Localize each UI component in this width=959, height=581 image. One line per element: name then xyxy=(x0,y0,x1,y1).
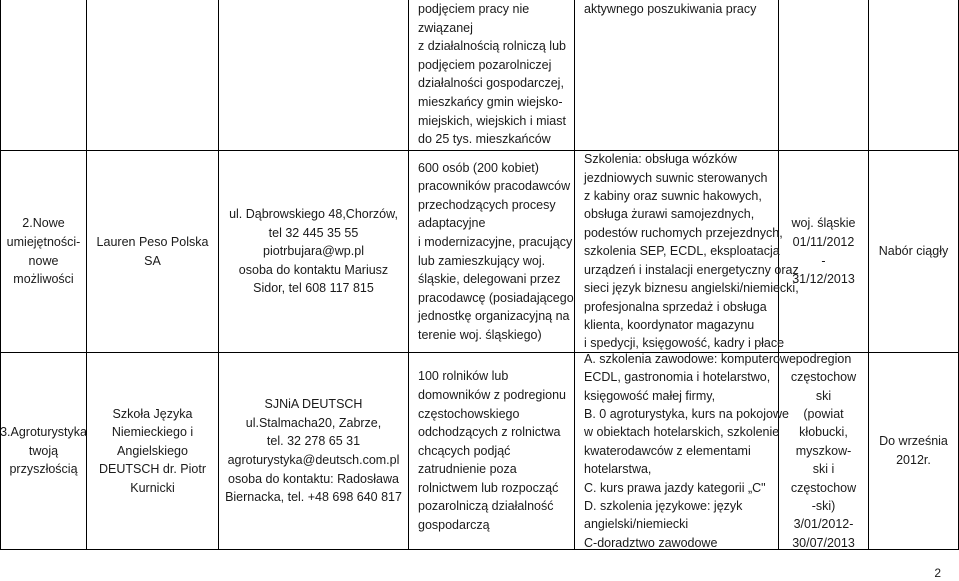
project-name-cell xyxy=(1,353,86,549)
text-line: działalności gospodarczej, xyxy=(418,76,564,91)
text-line: pracodawcę (posiadającego xyxy=(418,290,574,305)
text-line: osoba do kontaktu Mariusz xyxy=(238,262,389,277)
text-line: ul. Dąbrowskiego 48,Chorzów, xyxy=(229,207,398,222)
text-line: 100 rolników lub xyxy=(418,369,509,384)
text-line: podestów ruchomych przejezdnych, xyxy=(584,225,783,240)
text-line: Niemieckiego i xyxy=(111,425,194,440)
text-line: woj. śląskie xyxy=(791,216,856,231)
organization-cell xyxy=(87,353,218,549)
text-line: SJNiA DEUTSCH xyxy=(264,397,363,412)
text-line: i spedycji, księgowość, kadry i płace xyxy=(584,336,785,351)
text-line: podregion xyxy=(795,351,852,366)
text-line: miejskich, wiejskich i miast xyxy=(418,113,566,128)
organization-cell xyxy=(87,151,218,352)
text-line: twoją xyxy=(28,443,59,458)
recruitment-cell xyxy=(869,353,958,549)
text-line: agroturystyka@deutsch.com.pl xyxy=(227,453,400,467)
text-line: 3.Agroturystyka xyxy=(0,425,87,440)
area-dates-cell xyxy=(779,151,868,352)
text-line: przechodzących procesy xyxy=(418,197,556,212)
text-line: ski xyxy=(815,388,832,403)
text-line: nowe xyxy=(28,253,59,268)
training-cell xyxy=(584,151,799,352)
text-line: 31/12/2013 xyxy=(792,272,855,287)
text-line: aktywnego poszukiwania pracy xyxy=(584,2,757,16)
text-line: odchodzących z rolnictwa xyxy=(418,425,561,440)
text-line: adaptacyjne xyxy=(418,216,486,231)
text-line: C-doradztwo zawodowe xyxy=(584,535,718,550)
text-line: Nabór ciągły xyxy=(878,244,949,259)
text-line: (powiat xyxy=(803,406,844,421)
area-dates-cell xyxy=(779,353,868,549)
text-line: i modernizacyjne, pracujący xyxy=(418,234,573,249)
text-line: częstochowskiego xyxy=(418,406,520,421)
text-line: angielski/niemiecki xyxy=(584,517,689,532)
text-line: 600 osób (200 kobiet) xyxy=(418,160,539,175)
contact-cell xyxy=(219,353,408,549)
text-line: hotelarstwa, xyxy=(584,462,652,477)
recruitment-cell xyxy=(869,151,958,352)
text-line: Szkolenia: obsługa wózków xyxy=(584,152,737,167)
text-line: pozarolniczą działalność xyxy=(418,499,554,514)
text-line: myszkow- xyxy=(795,443,852,458)
text-line: urządzeń i instalacji energetyczny oraz xyxy=(584,262,799,277)
text-line: klienta, koordynator magazynu xyxy=(584,317,755,332)
text-line: śląskie, delegowani przez xyxy=(418,272,561,287)
text-line: związanej xyxy=(418,20,473,35)
text-line: z działalnością rolniczą lub xyxy=(418,39,566,54)
text-line: B. 0 agroturystyka, kurs na pokojowe xyxy=(584,406,789,421)
text-line: piotrbujara@wp.pl xyxy=(263,244,364,259)
text-line: pracowników pracodawców xyxy=(418,179,571,194)
target-group-continued-cell xyxy=(418,0,574,150)
text-line: Kurnicki xyxy=(130,480,175,495)
text-line: częstochow xyxy=(790,370,857,385)
text-line: jednostkę organizacyjną na xyxy=(418,309,570,324)
text-line: ul.Stalmacha20, Zabrze, xyxy=(245,415,382,430)
text-line: obsługa żurawi samojezdnych, xyxy=(584,207,755,222)
text-line: Angielskiego xyxy=(117,443,188,458)
text-line: 3/01/2012- xyxy=(793,517,854,532)
text-line: SA xyxy=(144,253,161,268)
text-line: kłobucki, xyxy=(799,425,848,440)
table-border xyxy=(574,0,575,550)
text-line: 2.Nowe xyxy=(22,216,65,231)
text-line: osoba do kontaktu: Radosława xyxy=(228,471,399,486)
text-line: -ski) xyxy=(811,499,836,514)
text-line: D. szkolenia językowe: język xyxy=(584,499,743,514)
text-line: częstochow xyxy=(790,480,857,495)
text-line: możliwości xyxy=(13,272,74,287)
text-line: chcących podjąć xyxy=(418,443,511,458)
text-line: Szkoła Języka xyxy=(112,406,193,421)
text-line: ECDL, gastronomia i hotelarstwo, xyxy=(584,370,771,385)
text-line: szkolenia SEP, ECDL, eksploatacja xyxy=(584,244,780,259)
table-border xyxy=(408,0,409,550)
text-line: terenie woj. śląskiego) xyxy=(418,327,542,342)
text-line: księgowość małej firmy, xyxy=(584,388,716,403)
contact-cell xyxy=(219,151,408,352)
text-line: mieszkańcy gmin wiejsko- xyxy=(418,94,563,109)
text-line: Do września xyxy=(879,434,948,449)
text-line: przyszłością xyxy=(9,462,78,477)
training-continued-cell xyxy=(584,0,778,150)
text-line: lub zamieszkujący woj. xyxy=(418,253,546,268)
text-line: 30/07/2013 xyxy=(792,535,855,550)
text-line: zatrudnienie poza xyxy=(418,462,517,477)
page-number: 2 xyxy=(934,566,941,580)
text-line: A. szkolenia zawodowe: komputerowe xyxy=(584,351,796,366)
text-line: sieci język biznesu angielski/niemiecki, xyxy=(584,281,799,296)
target-group-cell xyxy=(418,151,574,352)
text-line: 01/11/2012 xyxy=(792,234,855,249)
text-line: 2012r. xyxy=(896,453,931,467)
text-line: Lauren Peso Polska xyxy=(96,234,209,249)
text-line: DEUTSCH dr. Piotr xyxy=(99,462,206,477)
text-line: do 25 tys. mieszkańców xyxy=(418,132,551,147)
text-line: gospodarczą xyxy=(418,518,490,533)
text-line: tel 32 445 35 55 xyxy=(268,225,359,240)
text-line: - xyxy=(821,253,826,268)
text-line: kwaterodawców z elementami xyxy=(584,443,751,458)
text-line: podjęciem pracy nie xyxy=(418,2,530,16)
text-line: rolnictwem lub rozpocząć xyxy=(418,480,559,495)
training-cell xyxy=(584,351,796,550)
text-line: podjęciem pozarolniczej xyxy=(418,57,552,72)
text-line: ski i xyxy=(812,462,835,477)
text-line: umiejętności- xyxy=(6,234,81,249)
text-line: w obiektach hotelarskich, szkolenie xyxy=(584,425,780,440)
text-line: domowników z podregionu xyxy=(418,387,567,402)
text-line: Biernacka, tel. +48 698 640 817 xyxy=(225,490,402,505)
text-line: jezdniowych suwnic sterowanych xyxy=(584,170,768,185)
text-line: tel. 32 278 65 31 xyxy=(266,434,361,449)
text-line: C. kurs prawa jazdy kategorii „C" xyxy=(584,480,766,495)
text-line: profesjonalna sprzedaż i obsługa xyxy=(584,299,767,314)
text-line: Sidor, tel 608 117 815 xyxy=(253,281,374,296)
project-name-cell xyxy=(1,151,86,352)
target-group-cell xyxy=(418,353,574,549)
text-line: z kabiny oraz suwnic hakowych, xyxy=(584,189,762,204)
